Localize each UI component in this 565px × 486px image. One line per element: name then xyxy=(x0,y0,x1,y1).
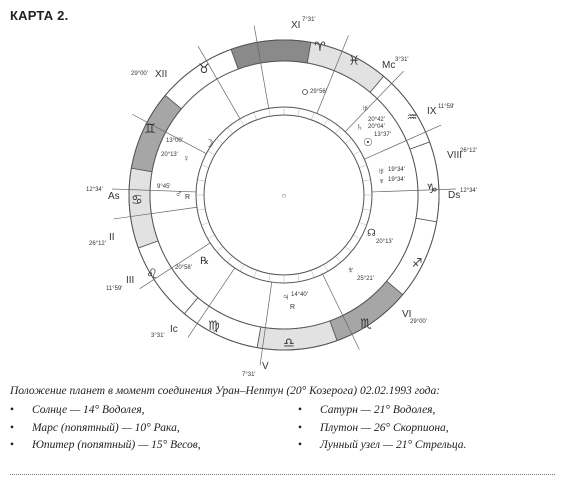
uranus-glyph-1: ♅ xyxy=(362,103,369,113)
saturn-glyph: ♄ xyxy=(356,122,364,133)
sign-gemini: ♊ xyxy=(144,121,156,136)
neptune-glyph-1: ♆ xyxy=(378,176,385,186)
sign-capricorn: ♑ xyxy=(426,181,438,196)
mars-retro: R xyxy=(185,194,191,201)
sign-scorpio: ♏ xyxy=(360,316,372,331)
sign-pisces: ♓ xyxy=(348,53,360,68)
ic-label: Ic xyxy=(170,324,178,335)
bullet: • xyxy=(298,439,303,451)
list-item: • Юпитер (попятный) — 15° Весов, xyxy=(10,439,201,451)
mars-deg: 9°45' xyxy=(157,184,171,190)
house-9-deg: 11°59' xyxy=(438,104,455,110)
sign-aries: ♈ xyxy=(314,39,326,54)
sign-leo: ♌ xyxy=(146,266,158,281)
list-item: • Плутон — 26° Скорпиона, xyxy=(298,421,449,434)
mc-label: Mc xyxy=(382,60,396,71)
house-3-label: III xyxy=(126,275,135,286)
house-9-label: IX xyxy=(427,106,437,117)
house-3-deg: 11°59' xyxy=(106,286,123,292)
jupiter-glyph: ♃ xyxy=(282,292,290,303)
as-deg: 12°34' xyxy=(86,187,103,193)
house-2-label: II xyxy=(109,232,115,243)
chart-caption: Положение планет в момент соединения Уран–Нептун (20° Козерога) 02.02.1993 года: xyxy=(10,385,441,397)
sign-cancer: ♋ xyxy=(131,192,143,207)
house-11-deg: 7°31' xyxy=(302,17,316,23)
uranus-deg-1: 20°04' xyxy=(368,124,385,130)
moon-glyph: ☽ xyxy=(204,138,214,150)
ic-deg: 3°31' xyxy=(151,333,165,339)
sign-virgo: ♍ xyxy=(208,318,220,333)
bullet: • xyxy=(10,439,15,451)
neptune-glyph-2: ♆ xyxy=(347,265,355,276)
dotted-separator xyxy=(10,474,555,475)
bullet: • xyxy=(10,404,15,416)
center-mark: ○ xyxy=(281,191,287,200)
list-item: • Марс (попятный) — 10° Рака, xyxy=(10,421,180,434)
uranus-glyph-2: ♅ xyxy=(378,166,385,176)
ds-label: Ds xyxy=(448,190,461,201)
uranus-deg-2: 19°34' xyxy=(388,167,405,173)
house-12-label: XII xyxy=(155,69,168,80)
as-label: As xyxy=(108,191,120,202)
list-item: • Сатурн — 21° Водолея, xyxy=(298,404,436,416)
house-5-deg: 7°31' xyxy=(242,372,256,378)
mc-deg: 3°31' xyxy=(395,57,409,63)
sign-sagittarius: ♐ xyxy=(411,256,423,270)
pluto-deg: 20°58' xyxy=(175,265,192,271)
planet-list-right xyxy=(298,404,466,457)
sign-libra: ♎ xyxy=(283,335,295,350)
mars-glyph: ♂ xyxy=(175,189,183,200)
venus-glyph: ♀ xyxy=(183,153,190,163)
bullet: • xyxy=(298,421,303,434)
house-12-deg: 29°00' xyxy=(131,71,148,77)
moon-deg: 13°00' xyxy=(166,138,183,144)
sign-aquarius: ♒ xyxy=(406,110,418,124)
house-2-deg: 26°12' xyxy=(89,241,106,247)
bullet: • xyxy=(10,421,15,434)
planet-top-deg: 29°56' xyxy=(310,89,327,95)
list-item: • Солнце — 14° Водолея, xyxy=(10,404,145,416)
bullet: • xyxy=(298,404,303,416)
planet-list-left xyxy=(10,404,201,457)
house-6-label: VI xyxy=(402,309,412,320)
house-6-deg: 29°00' xyxy=(410,319,427,325)
neptune-deg-1: 19°34' xyxy=(388,177,405,183)
node-deg: 20°13' xyxy=(376,239,393,245)
jupiter-deg: 14°40' xyxy=(291,292,308,298)
sun-glyph: ☉ xyxy=(363,137,373,149)
pluto-glyph: ℞ xyxy=(200,256,209,267)
house-11-label: XI xyxy=(291,20,301,31)
house-8-deg: 26°12' xyxy=(460,148,477,154)
ds-deg: 12°34' xyxy=(460,188,477,194)
sun-deg: 13°37' xyxy=(374,132,391,138)
sign-taurus: ♉ xyxy=(198,61,210,76)
venus-deg: 20°13' xyxy=(161,152,178,158)
list-item: • Лунный узел — 21° Стрельца. xyxy=(298,439,467,451)
map-title: КАРТА 2. xyxy=(10,8,69,23)
node-glyph: ☊ xyxy=(367,228,376,239)
house-8-label: VIII xyxy=(447,150,463,161)
neptune-deg-2: 25°21' xyxy=(357,276,374,282)
jupiter-retro: R xyxy=(290,304,296,311)
saturn-deg: 20°42' xyxy=(368,117,385,123)
house-5-label: V xyxy=(262,361,269,372)
